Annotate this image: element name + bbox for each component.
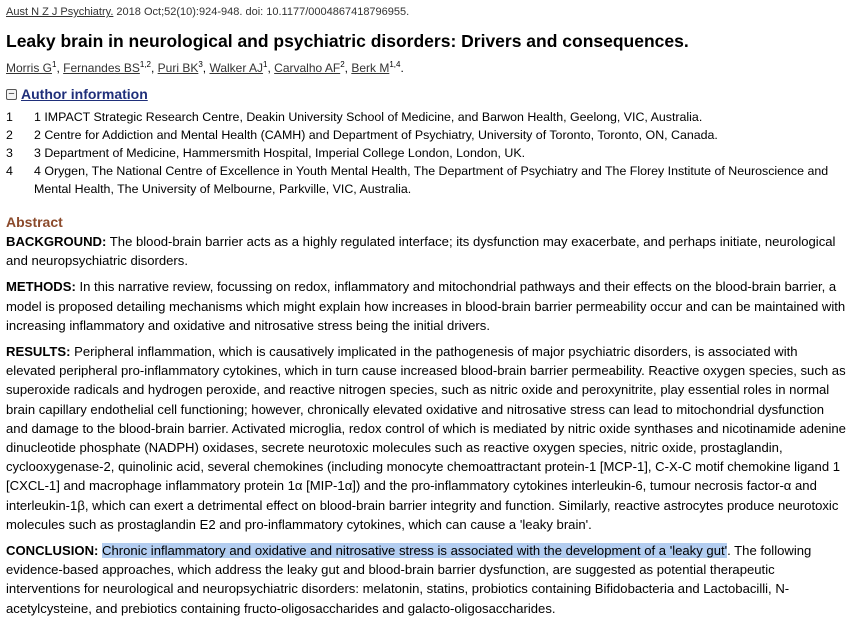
affiliation-item [6,144,846,162]
author-entry [209,61,274,75]
affiliation-text: 2 Centre for Addiction and Mental Health (CAMH) and Department of Psychiatry, University of Toronto, Toronto, ON, Canada. [34,128,718,142]
affiliation-item [6,162,846,198]
author-link[interactable]: Berk M [351,61,390,75]
author-entry [158,61,210,75]
journal-link[interactable]: Aust N Z J Psychiatry. [6,6,114,18]
minus-box-icon[interactable]: − [6,89,17,100]
author-separator: , [202,61,210,75]
author-link[interactable]: Fernandes BS [63,61,140,75]
citation-details: 2018 Oct;52(10):924-948. doi: 10.1177/0004867418796955. [113,6,410,18]
section-label: BACKGROUND: [6,234,107,249]
affiliation-item [6,126,846,144]
author-affil-sup: 2 [340,60,345,69]
affiliation-item [6,108,846,126]
author-separator: . [400,61,404,75]
author-affil-sup: 1 [52,60,57,69]
abstract-body [6,232,849,625]
abstract-background [6,232,849,270]
section-label: RESULTS: [6,344,71,360]
affiliation-text: 4 Orygen, The National Centre of Excellence in Youth Mental Health, The Department of Psychiatry and The Florey Institute of Neuroscience and Mental Health, The University of Melbourne, Parkville, VIC, Australia. [34,164,829,196]
author-entry [63,61,158,75]
affiliation-text: 3 Department of Medicine, Hammersmith Hospital, Imperial College London, London, UK. [34,146,526,160]
section-text: Peripheral inflammation, which is causatively implicated in the pathogenesis of major psychiatric disorders, is associated with elevated peripheral pro-inflammatory cytokines, which in turn cause increased blood-brain barrier permeability. Reactive oxygen species, such as superoxide radicals and hydrogen peroxide, and reactive nitrogen species, such as nitric oxide and peroxynitrite, play essential roles in normal brain capillary endothelial cell functioning; however, chronically elevated oxidative and nitrosative stress can lead to mitochondrial dysfunction and damage to the blood-brain barrier. Activated microglia, redox control of which is mediated by nitric oxide synthases and nicotinamide adenine dinucleotide phosphate (NADPH) oxidases, secrete neurotoxic molecules such as reactive oxygen species, nitric oxide, prostaglandin, cyclooxygenase-2, quinolinic acid, several chemokines (including monocyte chemoattractant protein-1 [MCP-1], C-X-C motif chemokine ligand 1 [CXCL-1] and macrophage inflammatory protein 1α [MIP-1α]) and the pro-inflammatory cytokines interleukin-6, tumour necrosis factor-α and interleukin-1β, which can exert a detrimental effect on blood-brain barrier integrity and function. Similarly, reactive astrocytes produce neurotoxic molecules such as prostaglandin E2 and pro-inflammatory cytokines, which can cause a 'leaky brain'. [6,344,846,532]
affiliation-text: 1 IMPACT Strategic Research Centre, Deakin University School of Medicine, and Barwon Health, Geelong, VIC, Australia. [34,110,703,124]
section-text: . The following evidence-based approaches, which address the leaky gut and blood-brain barrier dysfunction, are suggested as potential therapeutic interventions for neurological and neuropsychiatric disorders: melatonin, statins, probiotics containing Bifidobacteria and Lactobacilli, N-acetylcysteine, and prebiotics containing fructo-oligosaccharides and galacto-oligosaccharides. [6,543,812,616]
author-info-toggle[interactable] [6,86,148,102]
author-entry [351,61,403,75]
section-text: In this narrative review, focussing on redox, inflammatory and mitochondrial pathways and their effects on the blood-brain barrier, a model is proposed detailing mechanisms which might explain how increases in blood-brain barrier permeability occur and can be maintained with increasing inflammatory and oxidative and nitrosative stress being the initial drivers. [6,279,846,333]
author-entry [6,61,63,75]
author-link[interactable]: Carvalho AF [274,61,341,75]
author-link[interactable]: Walker AJ [209,61,264,75]
author-info-label[interactable]: Author information [21,86,148,102]
highlighted-text[interactable]: Chronic inflammatory and oxidative and nitrosative stress is associated with the development of a 'leaky gut' [102,543,728,559]
author-separator: , [56,61,64,75]
author-link[interactable]: Puri BK [157,61,199,75]
author-affil-sup: 1,4 [389,60,401,69]
affiliation-list [6,108,846,198]
author-separator: , [150,61,158,75]
section-text: The blood-brain barrier acts as a highly regulated interface; its dysfunction may exacerbate, and perhaps initiate, neurological and neuropsychiatric disorders. [6,234,836,269]
abstract-heading: Abstract [6,214,63,230]
citation-line [6,6,409,18]
author-separator: , [267,61,275,75]
abstract-conclusion [6,541,849,618]
author-entry [274,61,351,75]
author-affil-sup: 3 [198,60,203,69]
author-link[interactable]: Morris G [6,61,52,75]
affiliation-number: 2 [6,128,13,142]
author-affil-sup: 1 [263,60,268,69]
article-title: Leaky brain in neurological and psychiatric disorders: Drivers and consequences. [6,31,689,51]
affiliation-number: 4 [6,164,13,178]
author-list [6,60,404,75]
affiliation-number: 3 [6,146,13,160]
author-affil-sup: 1,2 [139,60,151,69]
abstract-methods [6,277,849,335]
affiliation-number: 1 [6,110,13,124]
section-label: CONCLUSION: [6,543,99,559]
author-separator: , [344,61,352,75]
abstract-results [6,342,849,534]
section-label: METHODS: [6,279,76,295]
